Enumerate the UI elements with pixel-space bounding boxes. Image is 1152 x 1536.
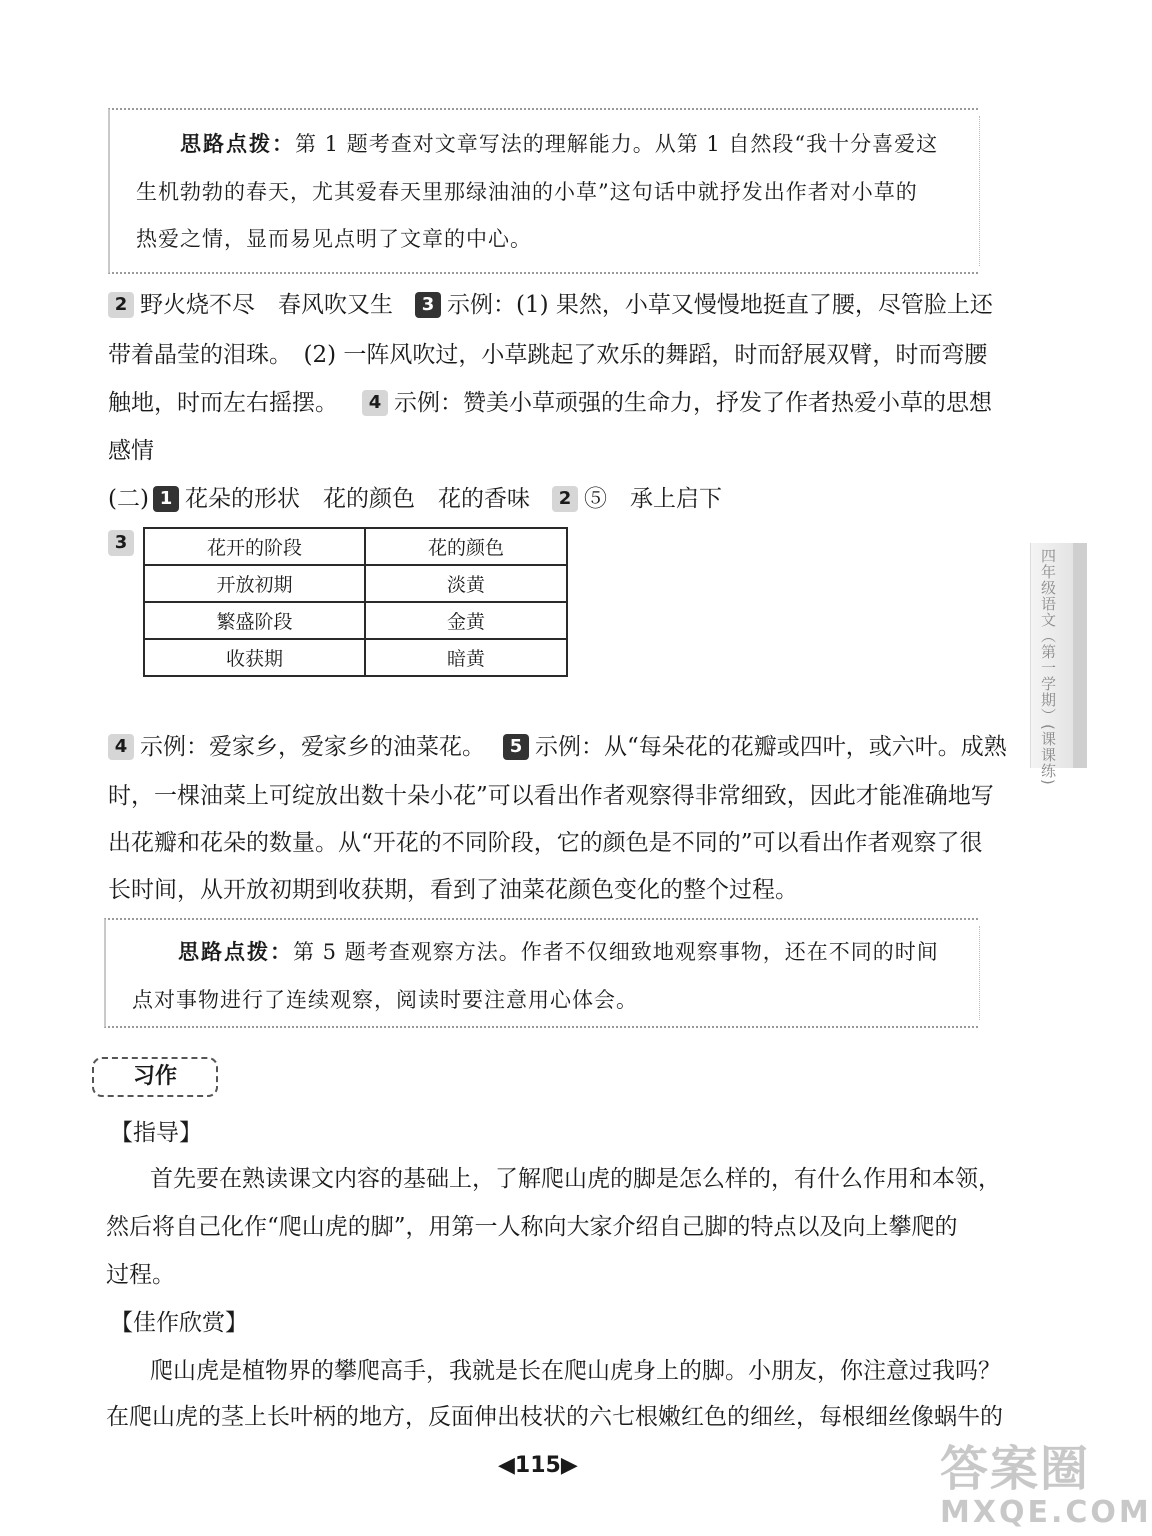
- hint-1-title: 思路点拨：: [180, 131, 295, 156]
- hint-2-line-2: 点对事物进行了连续观察，阅读时要注意用心体会。: [132, 988, 638, 1012]
- question-number-badge: 3: [108, 530, 134, 556]
- part2-q4-q5-line: 4 示例：爱家乡，爱家乡的油菜花。 5 示例：从“每朵花的花瓣或四叶，或六叶。成熟: [108, 728, 1007, 761]
- question-number-badge: 1: [153, 486, 179, 512]
- question-number-badge: 4: [108, 734, 134, 760]
- part2-line-1: (二) 1 花朵的形状 花的颜色 花的香味 2 ⑤ 承上启下: [108, 486, 722, 512]
- essay-heading: 【佳作欣赏】: [110, 1310, 248, 1336]
- side-tab-bar: [1073, 543, 1087, 768]
- table-cell: 开放初期: [144, 565, 365, 602]
- question-number-badge: 2: [552, 486, 578, 512]
- hint-2-title: 思路点拨：: [178, 939, 293, 964]
- part1-line-1: 2 野火烧不尽 春风吹又生 3 示例：(1) 果然，小草又慢慢地挺直了腰，尽管脸上还: [108, 286, 993, 319]
- hint-box-2: [104, 918, 978, 1028]
- part1-line-2: 带着晶莹的泪珠。 (2) 一阵风吹过，小草跳起了欢乐的舞蹈，时而舒展双臂，时而弯腰: [108, 342, 988, 368]
- guide-line-1: 首先要在熟读课文内容的基础上，了解爬山虎的脚是怎么样的，有什么作用和本领，: [150, 1166, 1001, 1192]
- essay-line-2: 在爬山虎的茎上长叶柄的地方，反面伸出枝状的六七根嫩红色的细丝，每根细丝像蜗牛的: [106, 1404, 1003, 1430]
- hint-1-line-3: 热爱之情，显而易见点明了文章的中心。: [136, 227, 532, 251]
- section-tag-composition: 习作: [92, 1057, 218, 1097]
- table-row: [144, 602, 567, 639]
- part1-line-3: 触地，时而左右摇摆。 4 示例：赞美小草顽强的生命力，抒发了作者热爱小草的思想: [108, 390, 992, 416]
- table-header-cell: 花的颜色: [365, 528, 567, 565]
- table-row: [144, 565, 567, 602]
- question-number-badge: 3: [415, 292, 441, 318]
- guide-line-2: 然后将自己化作“爬山虎的脚”，用第一人称向大家介绍自己脚的特点以及向上攀爬的: [106, 1214, 958, 1240]
- table-cell: 金黄: [365, 602, 567, 639]
- hint-box-1: [108, 108, 978, 274]
- guide-heading: 【指导】: [110, 1120, 202, 1146]
- guide-line-3: 过程。: [106, 1262, 175, 1288]
- flower-color-table: [143, 527, 568, 677]
- hint-1-line-2: 生机勃勃的春天，尤其爱春天里那绿油油的小草”这句话中就抒发出作者对小草的: [136, 180, 918, 204]
- part1-line-4: 感情: [108, 438, 154, 464]
- table-header-cell: 花开的阶段: [144, 528, 365, 565]
- table-cell: 收获期: [144, 639, 365, 676]
- part2-q5-line-4: 长时间，从开放初期到收获期，看到了油菜花颜色变化的整个过程。: [108, 877, 798, 903]
- part2-q5-line-2: 时，一棵油菜上可绽放出数十朵小花”可以看出作者观察得非常细致，因此才能准确地写: [108, 783, 994, 809]
- table-header-row: [144, 528, 567, 565]
- hint-1-line-1: 思路点拨：第 1 题考查对文章写法的理解能力。从第 1 自然段“我十分喜爱这: [180, 131, 939, 156]
- essay-line-1: 爬山虎是植物界的攀爬高手，我就是长在爬山虎身上的脚。小朋友，你注意过我吗？: [150, 1358, 1001, 1384]
- question-number-badge: 5: [503, 734, 529, 760]
- hint-2-line-1: 思路点拨：第 5 题考查观察方法。作者不仅细致地观察事物，还在不同的时间: [178, 939, 939, 964]
- table-row: [144, 639, 567, 676]
- table-cell: 淡黄: [365, 565, 567, 602]
- question-number-badge: 2: [108, 292, 134, 318]
- part2-q3-label: [108, 530, 140, 556]
- side-tab-text: 四年级语文（第一学期）(课课练): [1039, 548, 1057, 786]
- table-cell: 繁盛阶段: [144, 602, 365, 639]
- page-number: ◀115▶: [498, 1453, 578, 1478]
- watermark-logo: 答案圈 MXQE.COM: [940, 1441, 1152, 1530]
- table-cell: 暗黄: [365, 639, 567, 676]
- part2-q5-line-3: 出花瓣和花朵的数量。从“开花的不同阶段，它的颜色是不同的”可以看出作者观察了很: [108, 830, 983, 856]
- question-number-badge: 4: [362, 390, 388, 416]
